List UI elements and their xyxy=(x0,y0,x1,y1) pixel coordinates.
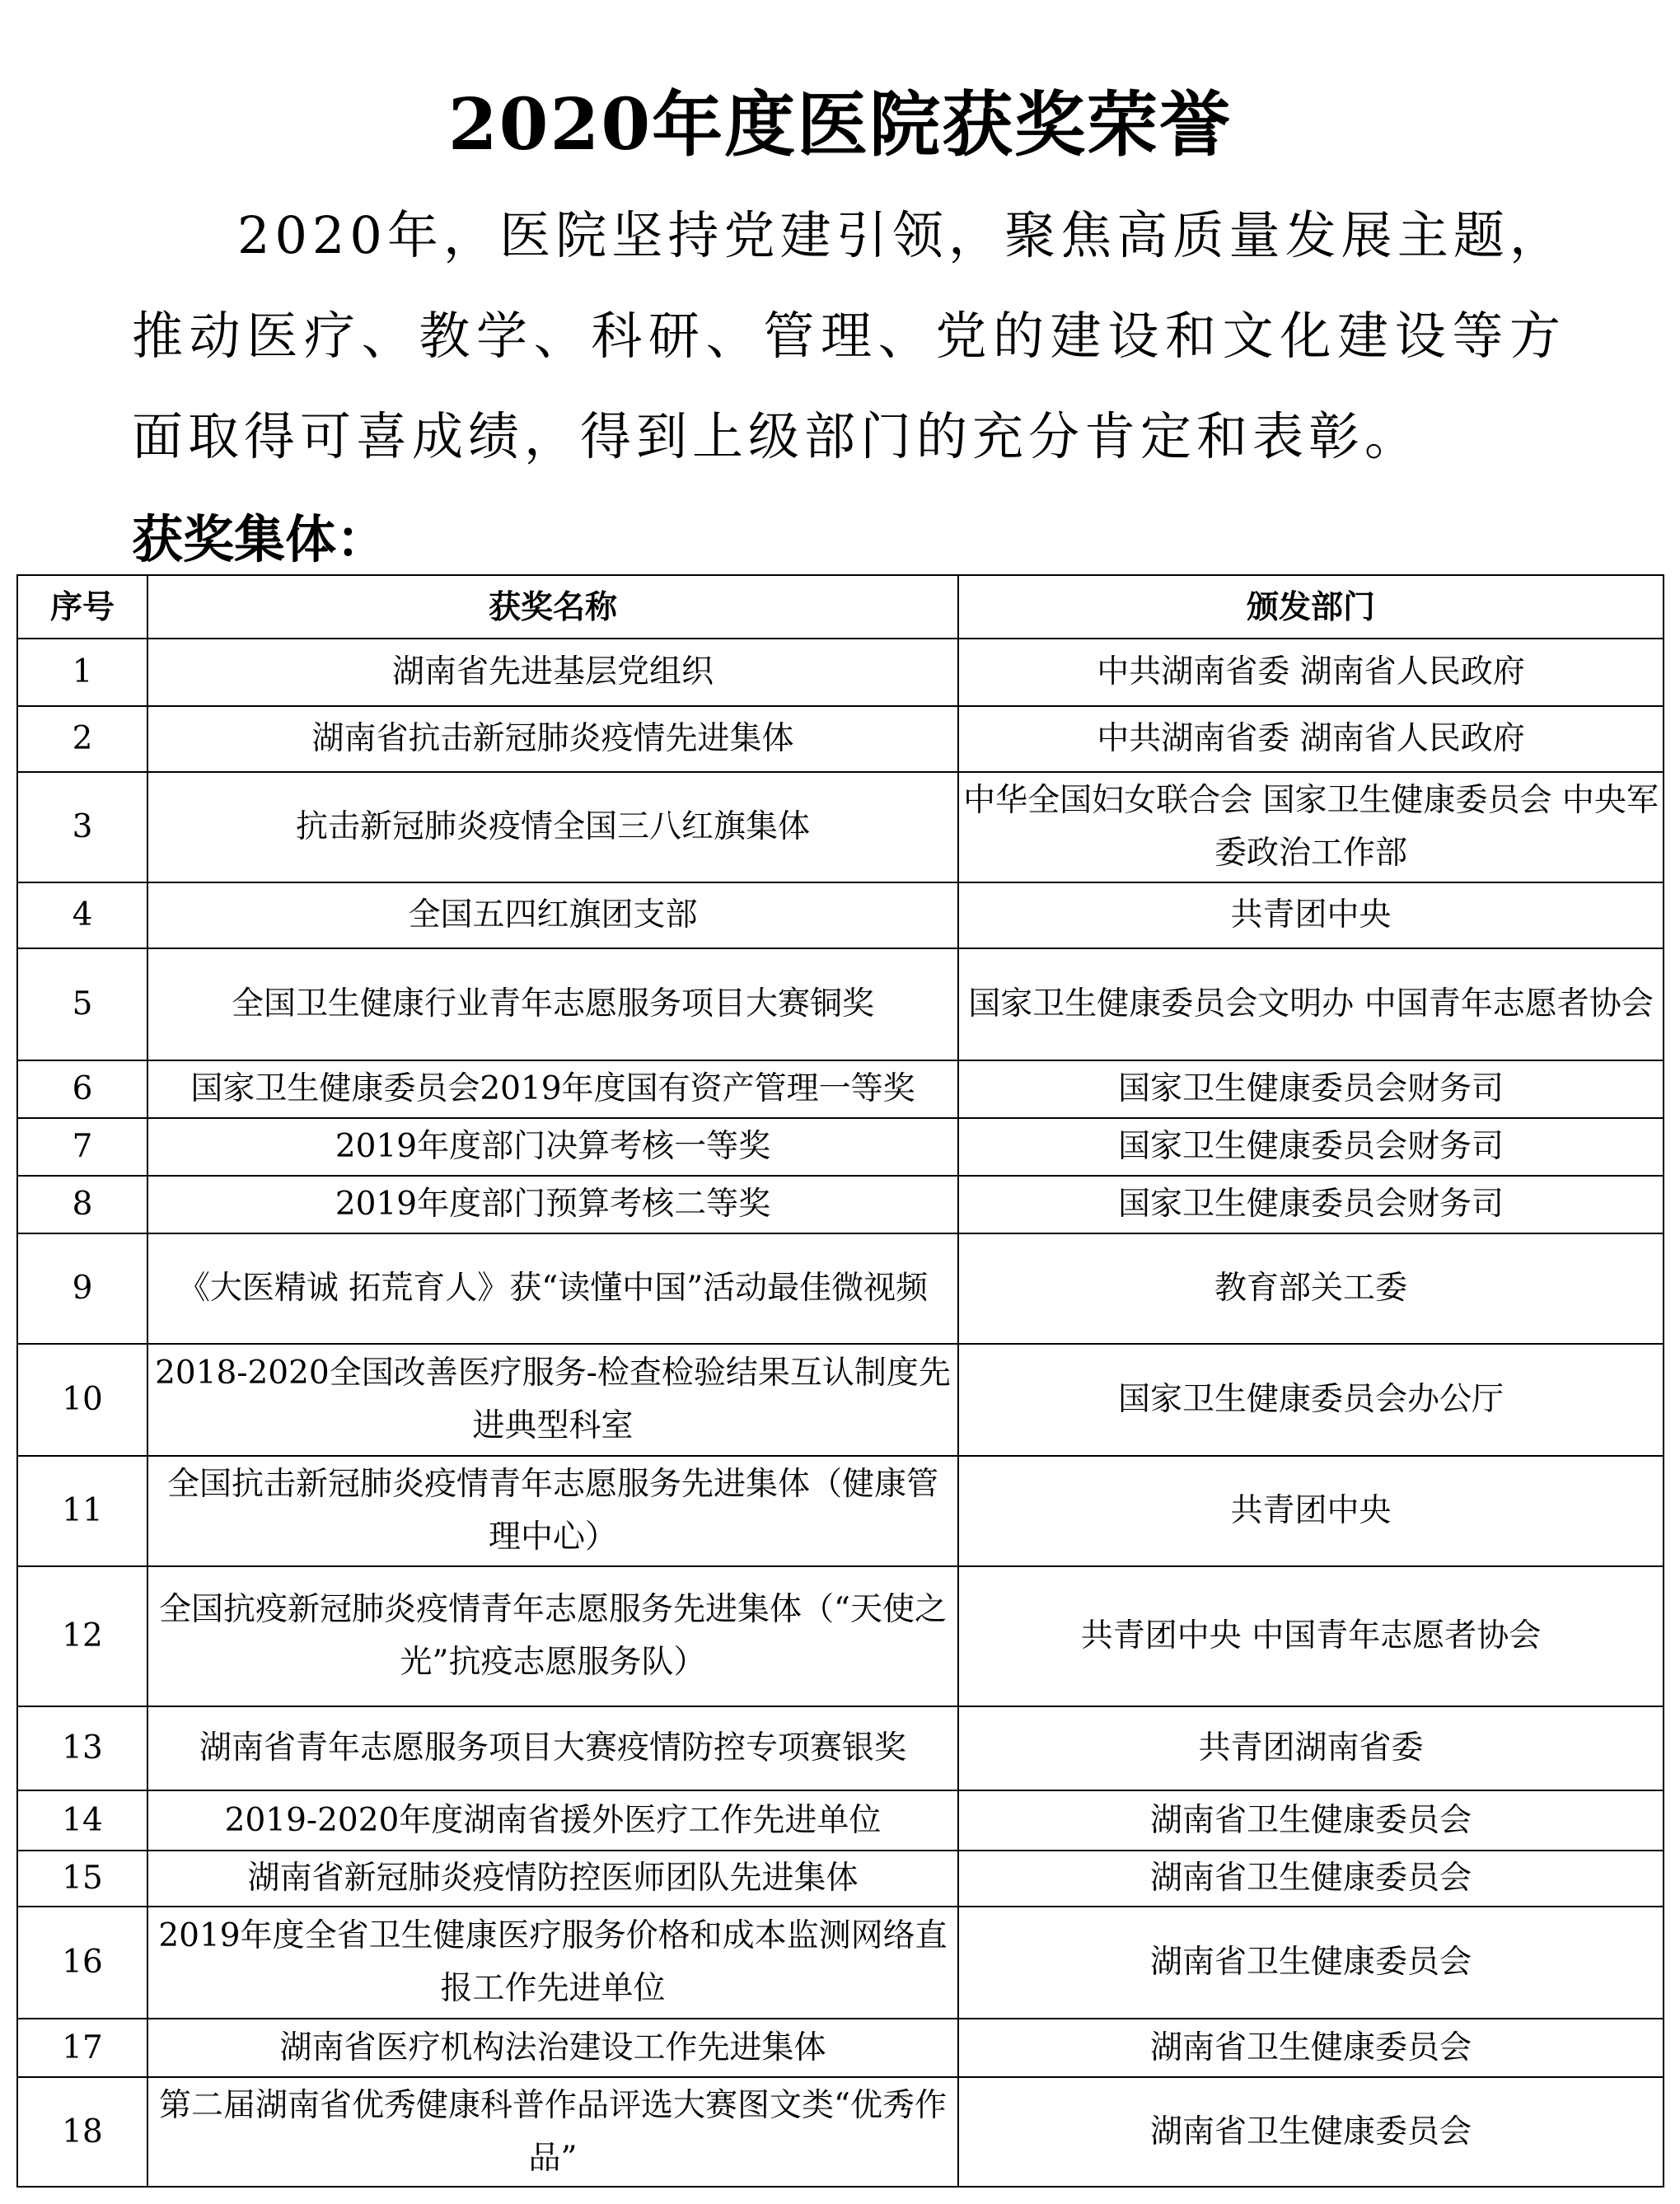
section-title: 获奖集体： xyxy=(132,509,388,569)
table-row xyxy=(17,882,1664,948)
issuing-department: 湖南省卫生健康委员会 xyxy=(958,2077,1664,2187)
table-row xyxy=(17,1344,1664,1456)
table-header-row xyxy=(17,575,1664,639)
award-name: 全国五四红旗团支部 xyxy=(147,882,958,948)
table-row xyxy=(17,1706,1664,1790)
table-row xyxy=(17,1851,1664,1907)
row-number: 1 xyxy=(17,639,147,706)
header-dept: 颁发部门 xyxy=(958,575,1664,639)
award-name: 全国抗击新冠肺炎疫情青年志愿服务先进集体（健康管理中心） xyxy=(147,1456,958,1566)
issuing-department: 中共湖南省委 湖南省人民政府 xyxy=(958,706,1664,772)
issuing-department: 国家卫生健康委员会文明办 中国青年志愿者协会 xyxy=(958,948,1664,1060)
award-name: 2019年度全省卫生健康医疗服务价格和成本监测网络直报工作先进单位 xyxy=(147,1907,958,2019)
row-number: 10 xyxy=(17,1344,147,1456)
table-row xyxy=(17,948,1664,1060)
issuing-department: 国家卫生健康委员会财务司 xyxy=(958,1118,1664,1176)
row-number: 17 xyxy=(17,2019,147,2077)
table-row xyxy=(17,2077,1664,2187)
table-row xyxy=(17,772,1664,882)
award-name: 第二届湖南省优秀健康科普作品评选大赛图文类“优秀作品” xyxy=(147,2077,958,2187)
award-name: 湖南省新冠肺炎疫情防控医师团队先进集体 xyxy=(147,1851,958,1907)
issuing-department: 国家卫生健康委员会财务司 xyxy=(958,1176,1664,1233)
table-row xyxy=(17,706,1664,772)
award-name: 2019年度部门决算考核一等奖 xyxy=(147,1118,958,1176)
table-row xyxy=(17,1790,1664,1851)
award-name: 湖南省青年志愿服务项目大赛疫情防控专项赛银奖 xyxy=(147,1706,958,1790)
issuing-department: 共青团中央 xyxy=(958,882,1664,948)
award-name: 湖南省医疗机构法治建设工作先进集体 xyxy=(147,2019,958,2077)
row-number: 16 xyxy=(17,1907,147,2019)
issuing-department: 中共湖南省委 湖南省人民政府 xyxy=(958,639,1664,706)
row-number: 9 xyxy=(17,1233,147,1344)
row-number: 12 xyxy=(17,1566,147,1706)
table-row xyxy=(17,1118,1664,1176)
row-number: 4 xyxy=(17,882,147,948)
issuing-department: 中华全国妇女联合会 国家卫生健康委员会 中央军委政治工作部 xyxy=(958,772,1664,882)
award-name: 湖南省抗击新冠肺炎疫情先进集体 xyxy=(147,706,958,772)
row-number: 6 xyxy=(17,1060,147,1118)
header-no: 序号 xyxy=(17,575,147,639)
row-number: 13 xyxy=(17,1706,147,1790)
issuing-department: 共青团中央 中国青年志愿者协会 xyxy=(958,1566,1664,1706)
table-row xyxy=(17,1566,1664,1706)
award-name: 湖南省先进基层党组织 xyxy=(147,639,958,706)
award-name: 国家卫生健康委员会2019年度国有资产管理一等奖 xyxy=(147,1060,958,1118)
row-number: 14 xyxy=(17,1790,147,1851)
page-title: 2020年度医院获奖荣誉 xyxy=(447,83,1233,166)
issuing-department: 国家卫生健康委员会办公厅 xyxy=(958,1344,1664,1456)
row-number: 8 xyxy=(17,1176,147,1233)
issuing-department: 共青团湖南省委 xyxy=(958,1706,1664,1790)
issuing-department: 教育部关工委 xyxy=(958,1233,1664,1344)
award-name: 2018-2020全国改善医疗服务-检查检验结果互认制度先进典型科室 xyxy=(147,1344,958,1456)
table-row xyxy=(17,1233,1664,1344)
issuing-department: 湖南省卫生健康委员会 xyxy=(958,1907,1664,2019)
issuing-department: 湖南省卫生健康委员会 xyxy=(958,1790,1664,1851)
table-row xyxy=(17,1176,1664,1233)
award-name: 全国卫生健康行业青年志愿服务项目大赛铜奖 xyxy=(147,948,958,1060)
awards-table xyxy=(16,574,1664,2188)
issuing-department: 国家卫生健康委员会财务司 xyxy=(958,1060,1664,1118)
award-name: 2019年度部门预算考核二等奖 xyxy=(147,1176,958,1233)
table-row xyxy=(17,1456,1664,1566)
table-row xyxy=(17,1907,1664,2019)
intro-paragraph: 2020年，医院坚持党建引领，聚焦高质量发展主题，推动医疗、教学、科研、管理、党的建设和文化建设等方面取得可喜成绩，得到上级部门的充分肯定和表彰。 xyxy=(132,205,1565,466)
award-name: 2019-2020年度湖南省援外医疗工作先进单位 xyxy=(147,1790,958,1851)
row-number: 11 xyxy=(17,1456,147,1566)
row-number: 3 xyxy=(17,772,147,882)
award-name: 抗击新冠肺炎疫情全国三八红旗集体 xyxy=(147,772,958,882)
award-name: 全国抗疫新冠肺炎疫情青年志愿服务先进集体（“天使之光”抗疫志愿服务队） xyxy=(147,1566,958,1706)
row-number: 2 xyxy=(17,706,147,772)
header-name: 获奖名称 xyxy=(147,575,958,639)
table-row xyxy=(17,2019,1664,2077)
row-number: 7 xyxy=(17,1118,147,1176)
row-number: 5 xyxy=(17,948,147,1060)
table-row xyxy=(17,1060,1664,1118)
row-number: 18 xyxy=(17,2077,147,2187)
issuing-department: 共青团中央 xyxy=(958,1456,1664,1566)
issuing-department: 湖南省卫生健康委员会 xyxy=(958,2019,1664,2077)
award-name: 《大医精诚 拓荒育人》获“读懂中国”活动最佳微视频 xyxy=(147,1233,958,1344)
issuing-department: 湖南省卫生健康委员会 xyxy=(958,1851,1664,1907)
row-number: 15 xyxy=(17,1851,147,1907)
table-row xyxy=(17,639,1664,706)
